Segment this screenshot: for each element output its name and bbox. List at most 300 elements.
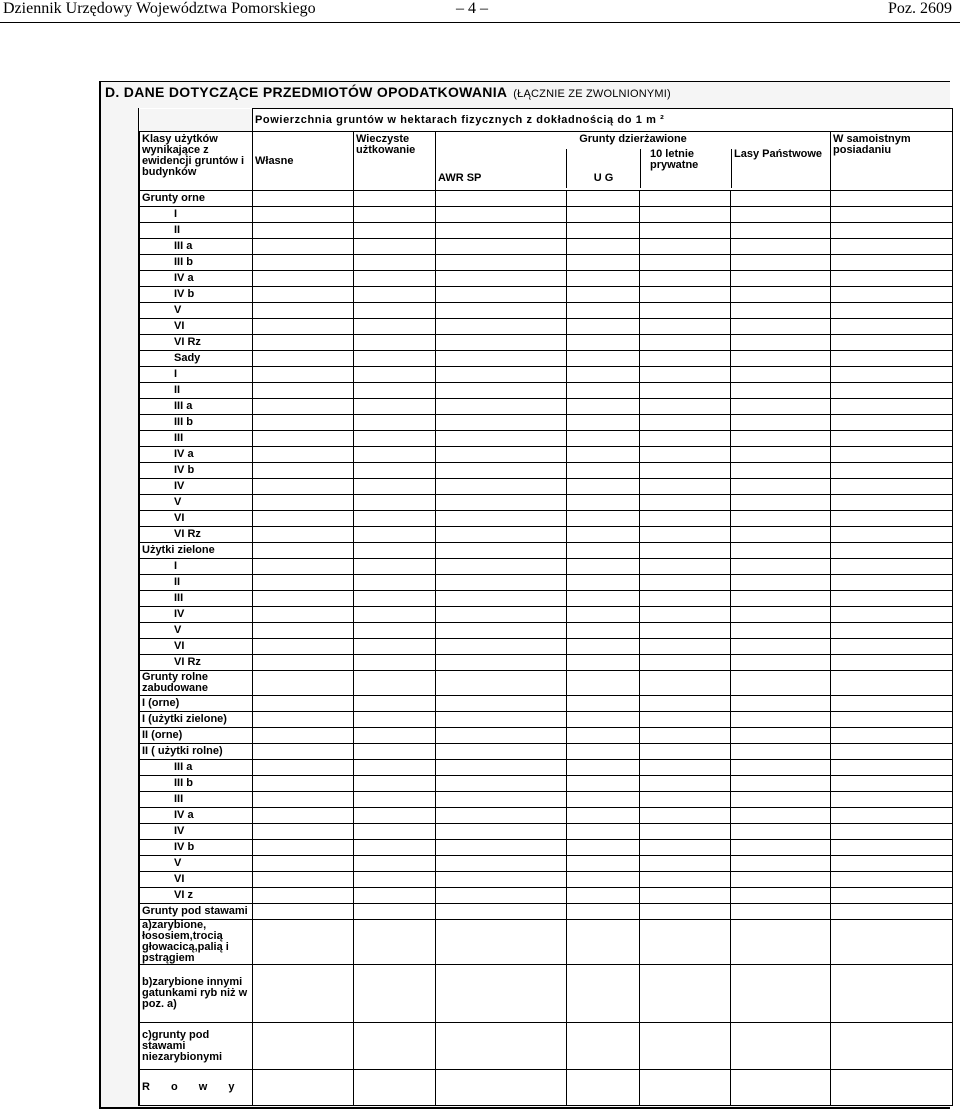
area-input-cell[interactable]	[436, 920, 567, 965]
area-input-cell[interactable]	[640, 399, 731, 415]
area-input-cell[interactable]	[731, 399, 831, 415]
area-input-cell[interactable]	[640, 207, 731, 223]
area-input-cell[interactable]	[831, 696, 953, 712]
area-input-cell[interactable]	[354, 607, 436, 623]
area-input-cell[interactable]	[436, 728, 567, 744]
area-input-cell[interactable]	[567, 543, 640, 559]
area-input-cell[interactable]	[567, 776, 640, 792]
area-input-cell[interactable]	[640, 776, 731, 792]
area-input-cell[interactable]	[253, 776, 354, 792]
area-input-cell[interactable]	[354, 712, 436, 728]
area-input-cell[interactable]	[640, 607, 731, 623]
area-input-cell[interactable]	[436, 904, 567, 920]
area-input-cell[interactable]	[731, 415, 831, 431]
area-input-cell[interactable]	[731, 671, 831, 696]
area-input-cell[interactable]	[731, 367, 831, 383]
area-input-cell[interactable]	[567, 856, 640, 872]
area-input-cell[interactable]	[436, 239, 567, 255]
area-input-cell[interactable]	[354, 303, 436, 319]
area-input-cell[interactable]	[640, 559, 731, 575]
area-input-cell[interactable]	[567, 872, 640, 888]
area-input-cell[interactable]	[567, 463, 640, 479]
area-input-cell[interactable]	[354, 671, 436, 696]
area-input-cell[interactable]	[354, 479, 436, 495]
area-input-cell[interactable]	[436, 623, 567, 639]
area-input-cell[interactable]	[640, 575, 731, 591]
area-input-cell[interactable]	[731, 840, 831, 856]
area-input-cell[interactable]	[567, 559, 640, 575]
area-input-cell[interactable]	[731, 447, 831, 463]
area-input-cell[interactable]	[567, 1070, 640, 1106]
area-input-cell[interactable]	[640, 191, 731, 207]
area-input-cell[interactable]	[354, 383, 436, 399]
area-input-cell[interactable]	[253, 808, 354, 824]
area-input-cell[interactable]	[831, 623, 953, 639]
area-input-cell[interactable]	[831, 255, 953, 271]
area-input-cell[interactable]	[253, 415, 354, 431]
area-input-cell[interactable]	[831, 776, 953, 792]
area-input-cell[interactable]	[436, 696, 567, 712]
area-input-cell[interactable]	[640, 1070, 731, 1106]
area-input-cell[interactable]	[640, 840, 731, 856]
area-input-cell[interactable]	[831, 383, 953, 399]
area-input-cell[interactable]	[831, 543, 953, 559]
area-input-cell[interactable]	[831, 824, 953, 840]
area-input-cell[interactable]	[731, 872, 831, 888]
area-input-cell[interactable]	[436, 840, 567, 856]
area-input-cell[interactable]	[567, 255, 640, 271]
area-input-cell[interactable]	[731, 319, 831, 335]
area-input-cell[interactable]	[640, 792, 731, 808]
area-input-cell[interactable]	[436, 776, 567, 792]
area-input-cell[interactable]	[253, 671, 354, 696]
area-input-cell[interactable]	[436, 479, 567, 495]
area-input-cell[interactable]	[731, 191, 831, 207]
area-input-cell[interactable]	[831, 760, 953, 776]
area-input-cell[interactable]	[354, 255, 436, 271]
area-input-cell[interactable]	[354, 792, 436, 808]
area-input-cell[interactable]	[436, 543, 567, 559]
area-input-cell[interactable]	[831, 527, 953, 543]
area-input-cell[interactable]	[831, 872, 953, 888]
area-input-cell[interactable]	[831, 1023, 953, 1070]
area-input-cell[interactable]	[253, 431, 354, 447]
area-input-cell[interactable]	[354, 904, 436, 920]
area-input-cell[interactable]	[640, 367, 731, 383]
area-input-cell[interactable]	[567, 271, 640, 287]
area-input-cell[interactable]	[731, 744, 831, 760]
area-input-cell[interactable]	[436, 191, 567, 207]
area-input-cell[interactable]	[831, 607, 953, 623]
area-input-cell[interactable]	[354, 223, 436, 239]
area-input-cell[interactable]	[731, 776, 831, 792]
area-input-cell[interactable]	[567, 399, 640, 415]
area-input-cell[interactable]	[831, 463, 953, 479]
area-input-cell[interactable]	[731, 760, 831, 776]
area-input-cell[interactable]	[640, 543, 731, 559]
area-input-cell[interactable]	[253, 591, 354, 607]
area-input-cell[interactable]	[253, 712, 354, 728]
area-input-cell[interactable]	[831, 1070, 953, 1106]
area-input-cell[interactable]	[354, 760, 436, 776]
area-input-cell[interactable]	[567, 511, 640, 527]
area-input-cell[interactable]	[436, 527, 567, 543]
area-input-cell[interactable]	[567, 351, 640, 367]
area-input-cell[interactable]	[831, 335, 953, 351]
area-input-cell[interactable]	[640, 271, 731, 287]
area-input-cell[interactable]	[253, 888, 354, 904]
area-input-cell[interactable]	[640, 223, 731, 239]
area-input-cell[interactable]	[253, 1070, 354, 1106]
area-input-cell[interactable]	[567, 728, 640, 744]
area-input-cell[interactable]	[567, 808, 640, 824]
area-input-cell[interactable]	[731, 479, 831, 495]
area-input-cell[interactable]	[831, 511, 953, 527]
area-input-cell[interactable]	[831, 415, 953, 431]
area-input-cell[interactable]	[354, 415, 436, 431]
area-input-cell[interactable]	[436, 671, 567, 696]
area-input-cell[interactable]	[354, 920, 436, 965]
area-input-cell[interactable]	[567, 335, 640, 351]
area-input-cell[interactable]	[831, 239, 953, 255]
area-input-cell[interactable]	[253, 447, 354, 463]
area-input-cell[interactable]	[731, 856, 831, 872]
area-input-cell[interactable]	[731, 920, 831, 965]
area-input-cell[interactable]	[436, 808, 567, 824]
area-input-cell[interactable]	[831, 319, 953, 335]
area-input-cell[interactable]	[354, 511, 436, 527]
area-input-cell[interactable]	[831, 840, 953, 856]
area-input-cell[interactable]	[436, 591, 567, 607]
area-input-cell[interactable]	[436, 335, 567, 351]
area-input-cell[interactable]	[436, 639, 567, 655]
area-input-cell[interactable]	[354, 431, 436, 447]
area-input-cell[interactable]	[253, 271, 354, 287]
area-input-cell[interactable]	[436, 319, 567, 335]
area-input-cell[interactable]	[640, 904, 731, 920]
area-input-cell[interactable]	[253, 639, 354, 655]
area-input-cell[interactable]	[731, 607, 831, 623]
area-input-cell[interactable]	[354, 1070, 436, 1106]
area-input-cell[interactable]	[731, 303, 831, 319]
area-input-cell[interactable]	[640, 623, 731, 639]
area-input-cell[interactable]	[436, 1023, 567, 1070]
area-input-cell[interactable]	[253, 744, 354, 760]
area-input-cell[interactable]	[640, 303, 731, 319]
area-input-cell[interactable]	[567, 607, 640, 623]
area-input-cell[interactable]	[831, 671, 953, 696]
area-input-cell[interactable]	[731, 888, 831, 904]
area-input-cell[interactable]	[567, 303, 640, 319]
area-input-cell[interactable]	[731, 728, 831, 744]
area-input-cell[interactable]	[354, 872, 436, 888]
area-input-cell[interactable]	[253, 383, 354, 399]
area-input-cell[interactable]	[831, 591, 953, 607]
area-input-cell[interactable]	[436, 888, 567, 904]
area-input-cell[interactable]	[640, 1023, 731, 1070]
area-input-cell[interactable]	[253, 287, 354, 303]
area-input-cell[interactable]	[831, 303, 953, 319]
area-input-cell[interactable]	[640, 888, 731, 904]
area-input-cell[interactable]	[831, 744, 953, 760]
area-input-cell[interactable]	[640, 744, 731, 760]
area-input-cell[interactable]	[640, 655, 731, 671]
area-input-cell[interactable]	[831, 367, 953, 383]
area-input-cell[interactable]	[436, 1070, 567, 1106]
area-input-cell[interactable]	[354, 1023, 436, 1070]
area-input-cell[interactable]	[731, 792, 831, 808]
area-input-cell[interactable]	[354, 367, 436, 383]
area-input-cell[interactable]	[354, 463, 436, 479]
area-input-cell[interactable]	[640, 760, 731, 776]
area-input-cell[interactable]	[567, 904, 640, 920]
area-input-cell[interactable]	[354, 527, 436, 543]
area-input-cell[interactable]	[567, 920, 640, 965]
area-input-cell[interactable]	[354, 575, 436, 591]
area-input-cell[interactable]	[436, 303, 567, 319]
area-input-cell[interactable]	[436, 856, 567, 872]
area-input-cell[interactable]	[640, 479, 731, 495]
area-input-cell[interactable]	[831, 728, 953, 744]
area-input-cell[interactable]	[436, 744, 567, 760]
area-input-cell[interactable]	[640, 511, 731, 527]
area-input-cell[interactable]	[436, 415, 567, 431]
area-input-cell[interactable]	[253, 367, 354, 383]
area-input-cell[interactable]	[253, 351, 354, 367]
area-input-cell[interactable]	[354, 271, 436, 287]
area-input-cell[interactable]	[567, 527, 640, 543]
area-input-cell[interactable]	[253, 335, 354, 351]
area-input-cell[interactable]	[640, 463, 731, 479]
area-input-cell[interactable]	[567, 965, 640, 1023]
area-input-cell[interactable]	[253, 511, 354, 527]
area-input-cell[interactable]	[436, 511, 567, 527]
area-input-cell[interactable]	[640, 965, 731, 1023]
area-input-cell[interactable]	[640, 920, 731, 965]
area-input-cell[interactable]	[253, 463, 354, 479]
area-input-cell[interactable]	[731, 255, 831, 271]
area-input-cell[interactable]	[831, 639, 953, 655]
area-input-cell[interactable]	[253, 655, 354, 671]
area-input-cell[interactable]	[567, 575, 640, 591]
area-input-cell[interactable]	[731, 223, 831, 239]
area-input-cell[interactable]	[831, 888, 953, 904]
area-input-cell[interactable]	[640, 712, 731, 728]
area-input-cell[interactable]	[253, 255, 354, 271]
area-input-cell[interactable]	[567, 760, 640, 776]
area-input-cell[interactable]	[354, 744, 436, 760]
area-input-cell[interactable]	[436, 760, 567, 776]
area-input-cell[interactable]	[253, 872, 354, 888]
area-input-cell[interactable]	[640, 808, 731, 824]
area-input-cell[interactable]	[354, 856, 436, 872]
area-input-cell[interactable]	[253, 965, 354, 1023]
area-input-cell[interactable]	[436, 655, 567, 671]
area-input-cell[interactable]	[567, 744, 640, 760]
area-input-cell[interactable]	[640, 383, 731, 399]
area-input-cell[interactable]	[831, 479, 953, 495]
area-input-cell[interactable]	[567, 239, 640, 255]
area-input-cell[interactable]	[253, 543, 354, 559]
area-input-cell[interactable]	[731, 904, 831, 920]
area-input-cell[interactable]	[567, 223, 640, 239]
area-input-cell[interactable]	[253, 239, 354, 255]
area-input-cell[interactable]	[640, 319, 731, 335]
area-input-cell[interactable]	[731, 655, 831, 671]
area-input-cell[interactable]	[354, 495, 436, 511]
area-input-cell[interactable]	[731, 559, 831, 575]
area-input-cell[interactable]	[436, 872, 567, 888]
area-input-cell[interactable]	[354, 287, 436, 303]
area-input-cell[interactable]	[831, 191, 953, 207]
area-input-cell[interactable]	[253, 824, 354, 840]
area-input-cell[interactable]	[436, 383, 567, 399]
area-input-cell[interactable]	[731, 463, 831, 479]
area-input-cell[interactable]	[567, 712, 640, 728]
area-input-cell[interactable]	[831, 271, 953, 287]
area-input-cell[interactable]	[640, 287, 731, 303]
area-input-cell[interactable]	[354, 728, 436, 744]
area-input-cell[interactable]	[436, 712, 567, 728]
area-input-cell[interactable]	[354, 543, 436, 559]
area-input-cell[interactable]	[831, 856, 953, 872]
area-input-cell[interactable]	[731, 591, 831, 607]
area-input-cell[interactable]	[253, 840, 354, 856]
area-input-cell[interactable]	[354, 965, 436, 1023]
area-input-cell[interactable]	[354, 808, 436, 824]
area-input-cell[interactable]	[354, 319, 436, 335]
area-input-cell[interactable]	[640, 527, 731, 543]
area-input-cell[interactable]	[567, 840, 640, 856]
area-input-cell[interactable]	[731, 639, 831, 655]
area-input-cell[interactable]	[354, 776, 436, 792]
area-input-cell[interactable]	[436, 495, 567, 511]
area-input-cell[interactable]	[253, 792, 354, 808]
area-input-cell[interactable]	[567, 495, 640, 511]
area-input-cell[interactable]	[253, 303, 354, 319]
area-input-cell[interactable]	[567, 1023, 640, 1070]
area-input-cell[interactable]	[354, 335, 436, 351]
area-input-cell[interactable]	[731, 1023, 831, 1070]
area-input-cell[interactable]	[354, 207, 436, 223]
area-input-cell[interactable]	[436, 207, 567, 223]
area-input-cell[interactable]	[436, 287, 567, 303]
area-input-cell[interactable]	[831, 431, 953, 447]
area-input-cell[interactable]	[436, 575, 567, 591]
area-input-cell[interactable]	[354, 655, 436, 671]
area-input-cell[interactable]	[253, 223, 354, 239]
area-input-cell[interactable]	[567, 287, 640, 303]
area-input-cell[interactable]	[831, 351, 953, 367]
area-input-cell[interactable]	[436, 367, 567, 383]
area-input-cell[interactable]	[436, 792, 567, 808]
area-input-cell[interactable]	[831, 223, 953, 239]
area-input-cell[interactable]	[731, 623, 831, 639]
area-input-cell[interactable]	[831, 712, 953, 728]
area-input-cell[interactable]	[253, 191, 354, 207]
area-input-cell[interactable]	[831, 792, 953, 808]
area-input-cell[interactable]	[640, 431, 731, 447]
area-input-cell[interactable]	[354, 840, 436, 856]
area-input-cell[interactable]	[436, 431, 567, 447]
area-input-cell[interactable]	[354, 351, 436, 367]
area-input-cell[interactable]	[253, 623, 354, 639]
area-input-cell[interactable]	[253, 856, 354, 872]
area-input-cell[interactable]	[640, 591, 731, 607]
area-input-cell[interactable]	[731, 511, 831, 527]
area-input-cell[interactable]	[567, 655, 640, 671]
area-input-cell[interactable]	[731, 207, 831, 223]
area-input-cell[interactable]	[640, 239, 731, 255]
area-input-cell[interactable]	[567, 431, 640, 447]
area-input-cell[interactable]	[640, 696, 731, 712]
area-input-cell[interactable]	[831, 207, 953, 223]
area-input-cell[interactable]	[640, 639, 731, 655]
area-input-cell[interactable]	[731, 696, 831, 712]
area-input-cell[interactable]	[354, 447, 436, 463]
area-input-cell[interactable]	[253, 527, 354, 543]
area-input-cell[interactable]	[831, 965, 953, 1023]
area-input-cell[interactable]	[253, 607, 354, 623]
area-input-cell[interactable]	[731, 824, 831, 840]
area-input-cell[interactable]	[436, 223, 567, 239]
area-input-cell[interactable]	[253, 319, 354, 335]
area-input-cell[interactable]	[831, 920, 953, 965]
area-input-cell[interactable]	[253, 207, 354, 223]
area-input-cell[interactable]	[567, 639, 640, 655]
area-input-cell[interactable]	[831, 655, 953, 671]
area-input-cell[interactable]	[640, 255, 731, 271]
area-input-cell[interactable]	[567, 792, 640, 808]
area-input-cell[interactable]	[354, 399, 436, 415]
area-input-cell[interactable]	[567, 824, 640, 840]
area-input-cell[interactable]	[831, 808, 953, 824]
area-input-cell[interactable]	[567, 415, 640, 431]
area-input-cell[interactable]	[731, 965, 831, 1023]
area-input-cell[interactable]	[436, 824, 567, 840]
area-input-cell[interactable]	[567, 671, 640, 696]
area-input-cell[interactable]	[436, 463, 567, 479]
area-input-cell[interactable]	[831, 447, 953, 463]
area-input-cell[interactable]	[436, 965, 567, 1023]
area-input-cell[interactable]	[731, 808, 831, 824]
area-input-cell[interactable]	[354, 623, 436, 639]
area-input-cell[interactable]	[354, 191, 436, 207]
area-input-cell[interactable]	[640, 495, 731, 511]
area-input-cell[interactable]	[640, 856, 731, 872]
area-input-cell[interactable]	[731, 575, 831, 591]
area-input-cell[interactable]	[731, 335, 831, 351]
area-input-cell[interactable]	[436, 559, 567, 575]
area-input-cell[interactable]	[567, 447, 640, 463]
area-input-cell[interactable]	[567, 479, 640, 495]
area-input-cell[interactable]	[731, 287, 831, 303]
area-input-cell[interactable]	[731, 495, 831, 511]
area-input-cell[interactable]	[567, 207, 640, 223]
area-input-cell[interactable]	[436, 351, 567, 367]
area-input-cell[interactable]	[567, 367, 640, 383]
area-input-cell[interactable]	[253, 1023, 354, 1070]
area-input-cell[interactable]	[253, 920, 354, 965]
area-input-cell[interactable]	[253, 904, 354, 920]
area-input-cell[interactable]	[640, 872, 731, 888]
area-input-cell[interactable]	[567, 319, 640, 335]
area-input-cell[interactable]	[253, 728, 354, 744]
area-input-cell[interactable]	[640, 671, 731, 696]
area-input-cell[interactable]	[731, 543, 831, 559]
area-input-cell[interactable]	[567, 888, 640, 904]
area-input-cell[interactable]	[354, 591, 436, 607]
